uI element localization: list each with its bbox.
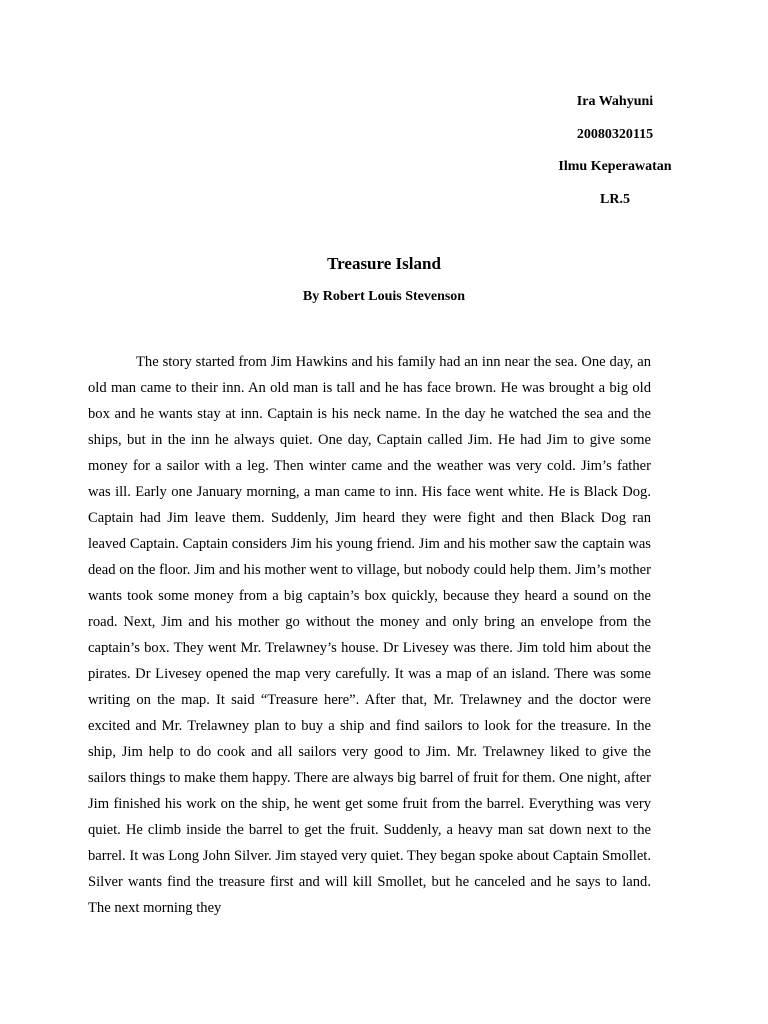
author-info-block	[520, 86, 710, 216]
class-code: LR.5	[600, 191, 630, 207]
author-name: Ira Wahyuni	[576, 94, 654, 109]
document-title: Treasure Island	[327, 254, 441, 273]
document-byline: By Robert Louis Stevenson	[302, 289, 466, 304]
department: Ilmu Keperawatan	[558, 159, 672, 174]
body-paragraph: The story started from Jim Hawkins and his family had an inn near the sea. One day, an old man came to their inn. An old man is tall and he has face brown. He was brought a big old box and he wants stay at inn. Captain is his neck name. In the day he watched the sea and the ships, but in the inn he always quiet. One day, Captain called Jim. He had Jim to give some money for a sailor with a leg. Then winter came and the weather was very cold. Jim’s father was ill. Early one January morning, a man came to inn. His face went white. He is Black Dog. Captain had Jim leave them. Suddenly, Jim heard they were fight and then Black Dog ran leaved Captain. Captain considers Jim his young friend. Jim and his mother saw the captain was dead on the floor. Jim and his mother went to village, but nobody could help them. Jim’s mother wants took some money from a big captain’s box quickly, because they heard a sound on the road. Next, Jim and his mother go without the money and only bring an envelope from the captain’s box. They went Mr. Trelawney’s house. Dr Livesey was there. Jim told him about the pirates. Dr Livesey opened the map very carefully. It was a map of an island. There was some writing on the map. It said “Treasure here”. After that, Mr. Trelawney and the doctor were excited and Mr. Trelawney plan to buy a ship and find sailors to look for the treasure. In the ship, Jim help to do cook and all sailors very good to Jim. Mr. Trelawney liked to give the sailors things to make them happy. There are always big barrel of fruit for them. One night, after Jim finished his work on the ship, he went get some fruit from the barrel. Everything was very quiet. He climb inside the barrel to get the fruit. Suddenly, a heavy man sat down next to the barrel. It was Long John Silver. Jim stayed very quiet. They began spoke about Captain Smollet. Silver wants find the treasure first and will kill Smollet, but he canceled and he says to land. The next morning they	[88, 354, 651, 916]
student-id: 20080320115	[576, 126, 654, 142]
